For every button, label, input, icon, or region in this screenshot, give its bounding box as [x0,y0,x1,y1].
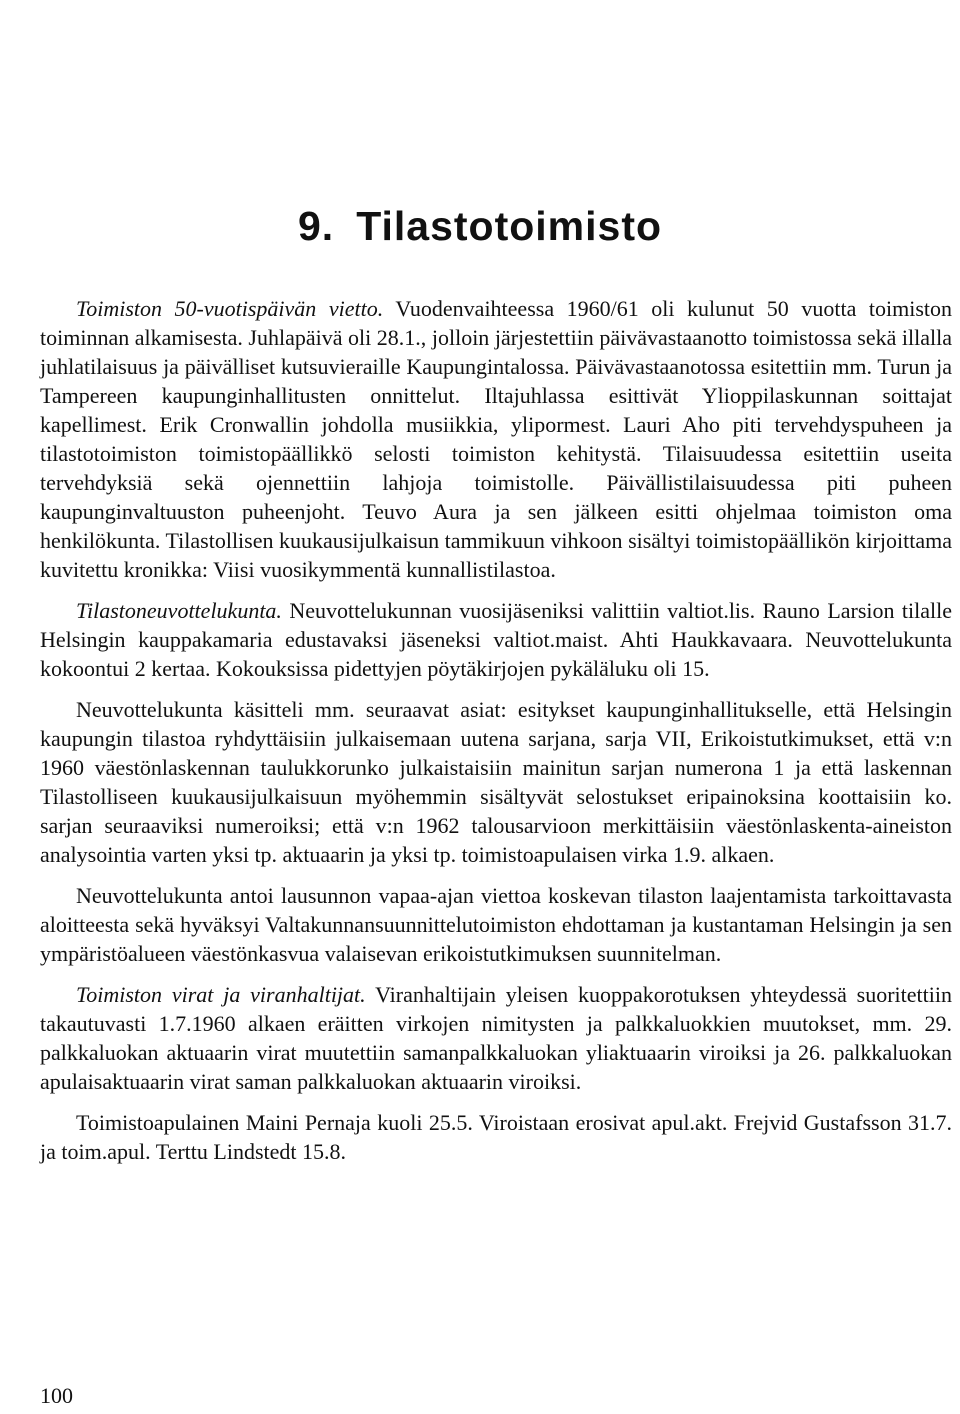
paragraph-staff-changes [40,1108,952,1166]
paragraph-text: Viranhaltijain yleisen kuoppakorotuksen yhteydessä suoritettiin takautuvasti 1.7.1960 alkaen eräitten virkojen nimitysten ja palkkaluokkien muutokset, mm. 29. palkkaluokan aktuaarin virat muutettiin samanpalkkaluokan yliaktuaarin viroiksi ja 26. palkkaluokan apulaisaktuaarin virat saman palkkaluokan aktuaarin viroiksi. [40,982,952,1094]
chapter-title: Tilastotoimisto [356,203,663,249]
paragraph-anniversary [40,294,952,584]
paragraph-offices [40,980,952,1096]
paragraph-board-statement [40,881,952,968]
chapter-number: 9. [297,203,335,249]
paragraph-board-matters [40,695,952,869]
paragraph-text: Neuvottelukunnan vuosijäseniksi valittiin valtiot.lis. Rauno Larsion tilalle Helsingin kauppakamaria edustavaksi jäseneksi valtiot.maist. Ahti Haukkavaara. Neuvottelukunta kokoontui 2 kertaa. Kokouksissa pidettyjen pöytäkirjojen pykäläluku oli 15. [40,598,952,681]
page-number: 100 [40,1383,73,1408]
paragraph-text: Toimistoapulainen Maini Pernaja kuoli 25.5. Viroistaan erosivat apul.akt. Frejvid Gustafsson 31.7. ja toim.apul. Terttu Lindstedt 15.8. [40,1110,952,1164]
paragraph-lead: Toimiston virat ja viranhaltijat. [76,982,366,1007]
paragraph-lead: Toimiston 50-vuotispäivän vietto. [76,296,384,321]
paragraph-lead: Tilastoneuvottelukunta. [76,598,282,623]
paragraph-advisory-board [40,596,952,683]
paragraph-text: Neuvottelukunta antoi lausunnon vapaa-ajan viettoa koskevan tilaston laajentamista tarkoittavasta aloitteesta sekä hyväksyi Valtakunnansuunnittelutoimiston ehdottaman ja kustantaman Helsingin ja sen ympäristöalueen väestönkasvua valaisevan erikoistutkimuksen suunnitelman. [40,883,952,966]
body-text [40,294,952,1178]
paragraph-text: Vuodenvaihteessa 1960/61 oli kulunut 50 vuotta toimiston toiminnan alkamisesta. Juhlapäivä oli 28.1., jolloin järjestettiin päivävastaanotto toimistossa sekä illalla juhlatilaisuus ja päivälliset kutsuvieraille Kaupungintalossa. Päivävastaanotossa esitettiin mm. Turun ja Tampereen kaupunginhallitusten onnittelut. Iltajuhlassa esittivät Ylioppilaskunnan soittajat kapellimest. Erik Cronwallin johdolla musiikkia, ylipormest. Lauri Aho piti tervehdyspuheen ja tilastotoimiston toimistopäällikkö selosti toimiston kehitystä. Tilaisuudessa esitettiin useita tervehdyksiä sekä ojennettiin lahjoja toimistolle. Päivällistilaisuudessa piti puheen kaupunginvaltuuston puheenjoht. Teuvo Aura ja sen jälkeen esitti ohjelmaa toimiston oma henkilökunta. Tilastollisen kuukausijulkaisun tammikuun vihkoon sisältyi toimistopäällikön kirjoittama kuvitettu kronikka: Viisi vuosikymmentä kunnallistilastoa. [40,296,952,582]
page-title [0,196,960,256]
paragraph-text: Neuvottelukunta käsitteli mm. seuraavat asiat: esitykset kaupunginhallitukselle, että Helsingin kaupungin tilastoa ryhdyttäisiin julkaisemaan uutena sarjana, sarja VII, Erikoistutkimukset, että v:n 1960 väestönlaskennan taulukkorunko julkaistaisiin mainitun sarjan numerona 1 ja että laskennan Tilastolliseen kuukausijulkaisuun myöhemmin sisältyvät selostukset eripainoksina koottaisiin ko. sarjan seuraaviksi numeroiksi; että v:n 1962 talousarvioon merkittäisiin väestönlaskenta-aineiston analysointia varten yksi tp. aktuaarin ja yksi tp. toimistoapulaisen virka 1.9. alkaen. [40,697,952,867]
